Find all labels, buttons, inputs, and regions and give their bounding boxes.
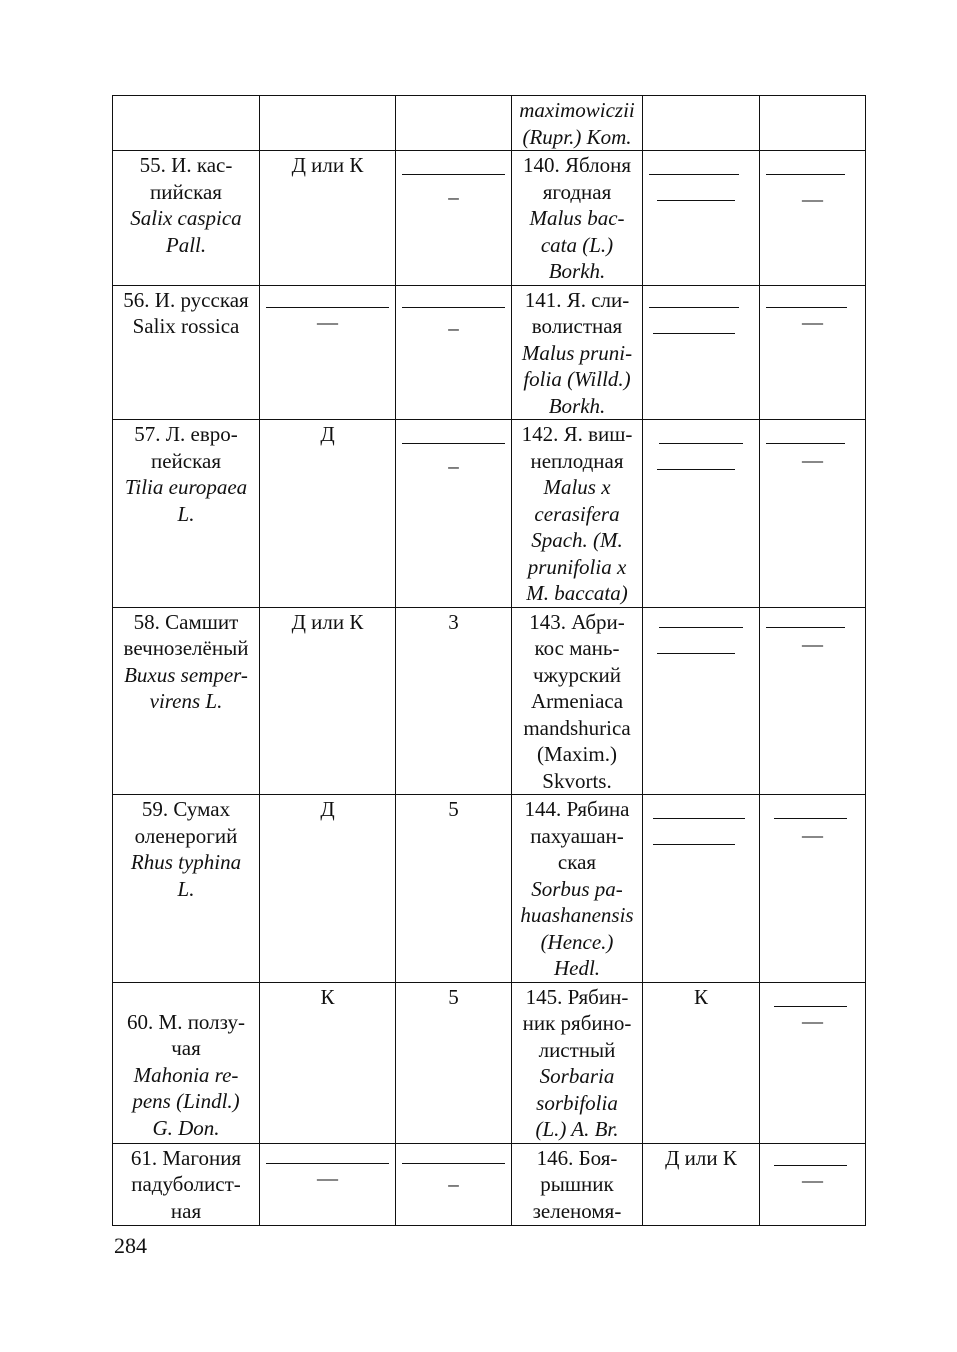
species-name: 61. Магония падуболист- ная — [130, 1145, 242, 1223]
species-name: 56. И. русская Salix rossica — [123, 287, 249, 338]
fill-line — [402, 1163, 505, 1164]
cell — [512, 982, 643, 1143]
cell — [113, 607, 260, 795]
dash-group — [643, 287, 759, 347]
species-name: 141. Я. сли- волистная — [524, 287, 630, 338]
cell-value: — — [802, 1008, 823, 1033]
fill-line — [774, 1165, 847, 1166]
cell — [396, 1143, 512, 1225]
cell-value: — — [317, 1165, 338, 1190]
table-row — [113, 285, 866, 420]
cell — [113, 1143, 260, 1225]
fill-line — [657, 469, 735, 470]
cell-value: – — [448, 454, 459, 478]
table-row — [113, 982, 866, 1143]
cell — [260, 285, 396, 420]
dash-group — [643, 421, 759, 481]
fill-line — [653, 818, 745, 819]
cell-value: — — [802, 631, 823, 656]
cell — [760, 96, 866, 151]
cell — [760, 285, 866, 420]
cell-value: — — [802, 1167, 823, 1192]
cell — [113, 982, 260, 1143]
table-row — [113, 1143, 866, 1225]
cell — [760, 151, 866, 286]
dash-group — [260, 287, 395, 347]
cell — [760, 420, 866, 608]
cell-value: 5 — [448, 984, 459, 1009]
cell — [260, 151, 396, 286]
cell-value: – — [448, 315, 459, 340]
cell — [260, 96, 396, 151]
cell-value: 3 — [448, 609, 459, 634]
latin-name: Malus bac- cata (L.) Borkh. — [529, 206, 625, 283]
latin-name: Malus x cerasifera Spach. (M. prunifolia x M. baccata) — [526, 475, 628, 605]
species-name: 142. Я. виш- неплодная — [521, 422, 633, 473]
fill-line — [774, 1006, 847, 1007]
cell-value: Д или К — [291, 153, 364, 177]
dash-group — [760, 609, 865, 669]
cell — [643, 420, 760, 608]
dash-group — [396, 152, 511, 212]
table-row — [113, 96, 866, 151]
dash-group — [760, 984, 865, 1044]
cell-value: Д — [320, 797, 335, 821]
dash-group — [760, 152, 865, 212]
cell-value: 5 — [448, 797, 459, 821]
cell-value: — — [802, 448, 823, 472]
fill-line — [402, 174, 505, 175]
fill-line — [766, 627, 845, 628]
fill-line — [266, 1163, 389, 1164]
cell — [512, 96, 643, 151]
cell-value: Д или К — [665, 1145, 737, 1170]
table-row — [113, 607, 866, 795]
dash-group — [643, 152, 759, 212]
cell-value: Д — [320, 422, 335, 446]
dash-group — [396, 287, 511, 347]
cell — [643, 982, 760, 1143]
latin-name: maximowiczii (Rupr.) Kom. — [519, 98, 635, 149]
latin-name: Rhus typhina L. — [130, 850, 242, 901]
fill-line — [766, 443, 845, 444]
fill-line — [649, 174, 739, 175]
species-name: 57. Л. евро- пейская — [134, 422, 238, 473]
cell-value: Д или К — [291, 609, 364, 634]
dash-group — [643, 609, 759, 669]
cell — [396, 420, 512, 608]
cell — [396, 151, 512, 286]
cell — [760, 795, 866, 983]
fill-line — [774, 818, 847, 819]
cell — [396, 607, 512, 795]
species-name: 59. Сумах оленерогий — [134, 797, 238, 848]
fill-line — [657, 653, 735, 654]
cell — [113, 151, 260, 286]
cell — [643, 1143, 760, 1225]
cell — [260, 795, 396, 983]
cell-value: – — [448, 185, 459, 209]
cell — [396, 96, 512, 151]
dash-group — [396, 421, 511, 481]
cell-value: — — [317, 309, 338, 334]
cell — [512, 285, 643, 420]
cell — [396, 285, 512, 420]
cell-value: — — [802, 187, 823, 211]
dash-group — [260, 1145, 395, 1205]
species-name: 143. Абри- кос мань- чжурский Armeniaca mandshurica (Maxim.) Skvorts. — [523, 609, 631, 793]
cell — [512, 151, 643, 286]
cell — [512, 420, 643, 608]
latin-name: Salix caspica Pall. — [130, 206, 242, 257]
cell — [396, 795, 512, 983]
species-name: 145. Рябин- ник рябино- листный — [522, 984, 632, 1062]
dash-group — [760, 421, 865, 481]
latin-name: Malus pruni- folia (Willd.) Borkh. — [521, 340, 633, 418]
cell-value: — — [802, 309, 823, 334]
cell — [260, 607, 396, 795]
cell-value: – — [448, 1171, 459, 1196]
species-name: 140. Яблоня ягодная — [522, 153, 632, 204]
latin-name: Buxus semper- virens L. — [124, 662, 248, 713]
page-number: 284 — [114, 1233, 147, 1258]
fill-line — [653, 333, 735, 334]
cell-value: К — [693, 984, 708, 1009]
table-row — [113, 151, 866, 286]
dash-group — [760, 287, 865, 347]
species-name: 60. М. ползу- чая — [127, 1009, 245, 1060]
latin-name: Tilia europaea L. — [124, 475, 248, 526]
cell — [643, 795, 760, 983]
fill-line — [766, 307, 847, 308]
fill-line — [653, 844, 735, 845]
cell — [512, 795, 643, 983]
fill-line — [402, 307, 505, 308]
latin-name: Sorbaria sorbifolia (L.) A. Br. — [535, 1064, 619, 1141]
cell — [643, 96, 760, 151]
cell-value: К — [320, 984, 335, 1009]
cell — [396, 982, 512, 1143]
cell — [643, 285, 760, 420]
cell — [643, 151, 760, 286]
cell — [760, 982, 866, 1143]
cell — [260, 982, 396, 1143]
fill-line — [766, 174, 845, 175]
latin-name: Mahonia re- pens (Lindl.) G. Don. — [132, 1062, 240, 1140]
species-table — [112, 95, 866, 1226]
species-name: 144. Рябина пахуашан- ская — [524, 797, 630, 874]
cell — [113, 795, 260, 983]
cell — [512, 607, 643, 795]
cell — [512, 1143, 643, 1225]
species-name: 55. И. кас- пийская — [139, 153, 233, 204]
cell — [643, 607, 760, 795]
fill-line — [659, 627, 743, 628]
cell — [760, 607, 866, 795]
fill-line — [659, 443, 743, 444]
cell — [260, 420, 396, 608]
fill-line — [657, 200, 735, 201]
species-name: 146. Боя- рышник зеленомя- — [532, 1145, 622, 1223]
species-name: 58. Самшит вечнозелёный — [123, 609, 249, 660]
dash-group — [760, 1145, 865, 1205]
cell — [260, 1143, 396, 1225]
table-row — [113, 795, 866, 983]
cell — [113, 96, 260, 151]
table-row — [113, 420, 866, 608]
fill-line — [649, 307, 739, 308]
cell — [760, 1143, 866, 1225]
cell-value: — — [802, 823, 823, 847]
fill-line — [402, 443, 505, 444]
dash-group — [396, 1145, 511, 1205]
fill-line — [266, 307, 389, 308]
cell — [113, 285, 260, 420]
dash-group — [760, 796, 865, 856]
dash-group — [643, 796, 759, 856]
latin-name: Sorbus pa- huashanensis (Hence.) Hedl. — [520, 876, 634, 980]
cell — [113, 420, 260, 608]
